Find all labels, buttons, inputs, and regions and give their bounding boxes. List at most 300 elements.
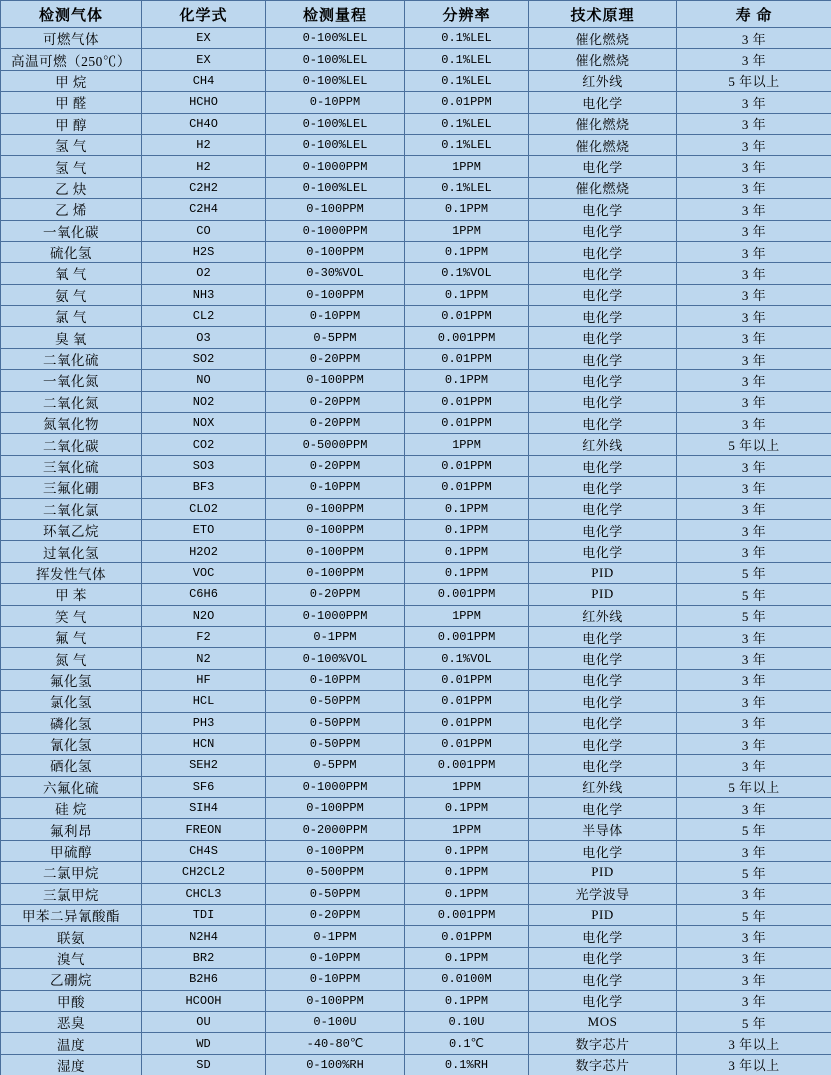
cell-resolution: 1PPM <box>405 156 529 177</box>
cell-chemical-formula: SO3 <box>142 455 266 476</box>
cell-lifetime: 5 年以上 <box>677 776 831 797</box>
cell-chemical-formula: H2 <box>142 134 266 155</box>
cell-resolution: 0.1%VOL <box>405 263 529 284</box>
cell-technology: 催化燃烧 <box>529 113 677 134</box>
cell-gas-name: 磷化氢 <box>1 712 142 733</box>
cell-technology: 电化学 <box>529 669 677 690</box>
cell-resolution: 0.1PPM <box>405 519 529 540</box>
cell-chemical-formula: N2 <box>142 648 266 669</box>
cell-lifetime: 3 年以上 <box>677 1033 831 1054</box>
cell-detection-range: 0-1000PPM <box>266 605 405 626</box>
cell-chemical-formula: CH2CL2 <box>142 862 266 883</box>
cell-chemical-formula: B2H6 <box>142 969 266 990</box>
cell-technology: 催化燃烧 <box>529 28 677 49</box>
cell-lifetime: 3 年 <box>677 755 831 776</box>
cell-gas-name: 甲 醇 <box>1 113 142 134</box>
cell-chemical-formula: CO2 <box>142 434 266 455</box>
table-row <box>1 49 831 70</box>
cell-gas-name: 高温可燃（250℃） <box>1 49 142 70</box>
cell-resolution: 0.01PPM <box>405 691 529 712</box>
cell-chemical-formula: HF <box>142 669 266 690</box>
table-row <box>1 199 831 220</box>
cell-chemical-formula: O2 <box>142 263 266 284</box>
cell-lifetime: 3 年 <box>677 156 831 177</box>
table-row <box>1 70 831 91</box>
table-row <box>1 691 831 712</box>
cell-resolution: 0.1PPM <box>405 840 529 861</box>
cell-lifetime: 3 年 <box>677 263 831 284</box>
cell-chemical-formula: ETO <box>142 519 266 540</box>
cell-gas-name: 二氯甲烷 <box>1 862 142 883</box>
cell-technology: PID <box>529 905 677 926</box>
cell-technology: 催化燃烧 <box>529 134 677 155</box>
cell-lifetime: 3 年 <box>677 134 831 155</box>
cell-chemical-formula: C2H2 <box>142 177 266 198</box>
cell-detection-range: 0-50PPM <box>266 691 405 712</box>
cell-resolution: 0.01PPM <box>405 926 529 947</box>
table-row <box>1 284 831 305</box>
cell-technology: 电化学 <box>529 990 677 1011</box>
cell-lifetime: 3 年 <box>677 49 831 70</box>
cell-resolution: 1PPM <box>405 605 529 626</box>
cell-resolution: 0.1PPM <box>405 562 529 583</box>
cell-chemical-formula: HCOOH <box>142 990 266 1011</box>
cell-chemical-formula: WD <box>142 1033 266 1054</box>
cell-technology: PID <box>529 584 677 605</box>
cell-detection-range: 0-100PPM <box>266 840 405 861</box>
cell-chemical-formula: H2 <box>142 156 266 177</box>
cell-technology: 电化学 <box>529 969 677 990</box>
cell-gas-name: 笑 气 <box>1 605 142 626</box>
cell-technology: 电化学 <box>529 241 677 262</box>
cell-technology: 电化学 <box>529 755 677 776</box>
cell-technology: 红外线 <box>529 776 677 797</box>
cell-chemical-formula: N2H4 <box>142 926 266 947</box>
cell-gas-name: 联氨 <box>1 926 142 947</box>
cell-detection-range: 0-10PPM <box>266 947 405 968</box>
cell-detection-range: 0-100PPM <box>266 990 405 1011</box>
cell-chemical-formula: HCHO <box>142 92 266 113</box>
table-body <box>1 28 831 1075</box>
cell-gas-name: 氰化氢 <box>1 733 142 754</box>
cell-chemical-formula: CH4O <box>142 113 266 134</box>
cell-lifetime: 3 年 <box>677 177 831 198</box>
cell-gas-name: 湿度 <box>1 1054 142 1075</box>
cell-lifetime: 5 年以上 <box>677 70 831 91</box>
cell-lifetime: 3 年 <box>677 199 831 220</box>
cell-resolution: 0.1PPM <box>405 284 529 305</box>
cell-chemical-formula: HCN <box>142 733 266 754</box>
table-row <box>1 969 831 990</box>
cell-lifetime: 3 年 <box>677 626 831 647</box>
cell-lifetime: 5 年 <box>677 605 831 626</box>
cell-lifetime: 5 年 <box>677 819 831 840</box>
cell-lifetime: 3 年 <box>677 306 831 327</box>
column-header-lifetime: 寿 命 <box>677 1 831 28</box>
cell-detection-range: 0-50PPM <box>266 883 405 904</box>
cell-gas-name: 氮 气 <box>1 648 142 669</box>
cell-chemical-formula: BF3 <box>142 477 266 498</box>
cell-technology: 电化学 <box>529 199 677 220</box>
cell-lifetime: 3 年 <box>677 327 831 348</box>
table-row <box>1 220 831 241</box>
cell-resolution: 0.1PPM <box>405 498 529 519</box>
cell-detection-range: 0-100PPM <box>266 562 405 583</box>
cell-detection-range: 0-2000PPM <box>266 819 405 840</box>
cell-lifetime: 3 年 <box>677 883 831 904</box>
cell-gas-name: 乙 烯 <box>1 199 142 220</box>
cell-gas-name: 氨 气 <box>1 284 142 305</box>
cell-gas-name: 乙 炔 <box>1 177 142 198</box>
cell-lifetime: 3 年 <box>677 455 831 476</box>
cell-detection-range: 0-100%RH <box>266 1054 405 1075</box>
cell-technology: 电化学 <box>529 306 677 327</box>
table-row <box>1 947 831 968</box>
cell-technology: 电化学 <box>529 691 677 712</box>
cell-gas-name: 甲 烷 <box>1 70 142 91</box>
cell-chemical-formula: NOX <box>142 413 266 434</box>
cell-lifetime: 3 年 <box>677 947 831 968</box>
cell-lifetime: 5 年 <box>677 584 831 605</box>
cell-lifetime: 3 年 <box>677 220 831 241</box>
cell-gas-name: 硒化氢 <box>1 755 142 776</box>
cell-chemical-formula: CL2 <box>142 306 266 327</box>
cell-chemical-formula: OU <box>142 1011 266 1032</box>
cell-resolution: 0.1℃ <box>405 1033 529 1054</box>
table-row <box>1 776 831 797</box>
cell-chemical-formula: FREON <box>142 819 266 840</box>
cell-chemical-formula: C2H4 <box>142 199 266 220</box>
table-row <box>1 241 831 262</box>
cell-gas-name: 硅 烷 <box>1 798 142 819</box>
table-header <box>1 1 831 28</box>
table-row <box>1 92 831 113</box>
cell-detection-range: 0-10PPM <box>266 92 405 113</box>
cell-lifetime: 3 年 <box>677 733 831 754</box>
cell-chemical-formula: SF6 <box>142 776 266 797</box>
cell-technology: 电化学 <box>529 263 677 284</box>
table-row <box>1 798 831 819</box>
cell-gas-name: 氯 气 <box>1 306 142 327</box>
cell-resolution: 0.1PPM <box>405 199 529 220</box>
cell-technology: 电化学 <box>529 798 677 819</box>
cell-lifetime: 3 年 <box>677 926 831 947</box>
cell-gas-name: 甲 苯 <box>1 584 142 605</box>
cell-detection-range: 0-20PPM <box>266 391 405 412</box>
column-header-technology: 技术原理 <box>529 1 677 28</box>
cell-technology: 电化学 <box>529 477 677 498</box>
table-row <box>1 905 831 926</box>
cell-chemical-formula: NO2 <box>142 391 266 412</box>
cell-gas-name: 二氧化氮 <box>1 391 142 412</box>
cell-technology: 电化学 <box>529 370 677 391</box>
table-row <box>1 413 831 434</box>
cell-detection-range: 0-10PPM <box>266 669 405 690</box>
cell-gas-name: 氯化氢 <box>1 691 142 712</box>
cell-technology: 电化学 <box>529 648 677 669</box>
cell-detection-range: 0-100U <box>266 1011 405 1032</box>
cell-lifetime: 3 年 <box>677 648 831 669</box>
cell-resolution: 0.1%LEL <box>405 28 529 49</box>
cell-technology: 光学波导 <box>529 883 677 904</box>
cell-lifetime: 3 年 <box>677 712 831 733</box>
cell-technology: 电化学 <box>529 519 677 540</box>
table-row <box>1 327 831 348</box>
cell-chemical-formula: C6H6 <box>142 584 266 605</box>
cell-chemical-formula: PH3 <box>142 712 266 733</box>
cell-resolution: 0.1%RH <box>405 1054 529 1075</box>
cell-detection-range: 0-1000PPM <box>266 776 405 797</box>
table-row <box>1 733 831 754</box>
cell-lifetime: 3 年 <box>677 541 831 562</box>
cell-chemical-formula: EX <box>142 49 266 70</box>
cell-gas-name: 二氧化氯 <box>1 498 142 519</box>
cell-lifetime: 3 年 <box>677 348 831 369</box>
cell-chemical-formula: F2 <box>142 626 266 647</box>
cell-resolution: 0.01PPM <box>405 712 529 733</box>
table-row <box>1 541 831 562</box>
cell-resolution: 0.1%LEL <box>405 49 529 70</box>
cell-technology: 电化学 <box>529 413 677 434</box>
cell-chemical-formula: SEH2 <box>142 755 266 776</box>
cell-resolution: 0.1PPM <box>405 883 529 904</box>
cell-resolution: 0.01PPM <box>405 391 529 412</box>
cell-technology: 红外线 <box>529 605 677 626</box>
cell-lifetime: 3 年 <box>677 840 831 861</box>
cell-detection-range: 0-100PPM <box>266 798 405 819</box>
cell-lifetime: 3 年 <box>677 691 831 712</box>
cell-lifetime: 5 年 <box>677 905 831 926</box>
cell-lifetime: 3 年以上 <box>677 1054 831 1075</box>
cell-resolution: 0.1PPM <box>405 862 529 883</box>
cell-detection-range: 0-100%LEL <box>266 49 405 70</box>
table-row <box>1 648 831 669</box>
cell-resolution: 0.1%LEL <box>405 177 529 198</box>
cell-resolution: 0.01PPM <box>405 733 529 754</box>
table-row <box>1 113 831 134</box>
cell-resolution: 0.0100M <box>405 969 529 990</box>
cell-detection-range: 0-500PPM <box>266 862 405 883</box>
table-row <box>1 819 831 840</box>
cell-gas-name: 六氟化硫 <box>1 776 142 797</box>
cell-gas-name: 硫化氢 <box>1 241 142 262</box>
cell-technology: 电化学 <box>529 348 677 369</box>
cell-detection-range: 0-10PPM <box>266 969 405 990</box>
table-row <box>1 626 831 647</box>
cell-lifetime: 3 年 <box>677 284 831 305</box>
cell-technology: 数字芯片 <box>529 1054 677 1075</box>
cell-resolution: 1PPM <box>405 819 529 840</box>
cell-lifetime: 5 年 <box>677 562 831 583</box>
cell-chemical-formula: EX <box>142 28 266 49</box>
cell-chemical-formula: H2S <box>142 241 266 262</box>
cell-resolution: 0.1PPM <box>405 541 529 562</box>
cell-gas-name: 一氧化碳 <box>1 220 142 241</box>
cell-lifetime: 3 年 <box>677 391 831 412</box>
cell-technology: PID <box>529 862 677 883</box>
cell-detection-range: 0-100PPM <box>266 199 405 220</box>
cell-detection-range: 0-1000PPM <box>266 156 405 177</box>
cell-detection-range: 0-1PPM <box>266 626 405 647</box>
cell-detection-range: 0-100%VOL <box>266 648 405 669</box>
cell-resolution: 0.1PPM <box>405 947 529 968</box>
cell-technology: 电化学 <box>529 840 677 861</box>
cell-gas-name: 氟利昂 <box>1 819 142 840</box>
cell-lifetime: 3 年 <box>677 28 831 49</box>
cell-detection-range: 0-20PPM <box>266 348 405 369</box>
cell-resolution: 0.01PPM <box>405 477 529 498</box>
table-row <box>1 1054 831 1075</box>
table-row <box>1 519 831 540</box>
table-row <box>1 434 831 455</box>
table-row <box>1 477 831 498</box>
cell-resolution: 0.01PPM <box>405 669 529 690</box>
cell-technology: 电化学 <box>529 156 677 177</box>
cell-detection-range: 0-5000PPM <box>266 434 405 455</box>
cell-gas-name: 氮氧化物 <box>1 413 142 434</box>
table-row <box>1 263 831 284</box>
cell-gas-name: 可燃气体 <box>1 28 142 49</box>
table-row <box>1 28 831 49</box>
cell-resolution: 0.1%LEL <box>405 113 529 134</box>
table-row <box>1 1033 831 1054</box>
cell-chemical-formula: CH4 <box>142 70 266 91</box>
cell-detection-range: 0-100PPM <box>266 498 405 519</box>
cell-technology: 电化学 <box>529 92 677 113</box>
cell-technology: 电化学 <box>529 391 677 412</box>
table-header-row <box>1 1 831 28</box>
table-row <box>1 926 831 947</box>
cell-resolution: 1PPM <box>405 434 529 455</box>
cell-resolution: 0.01PPM <box>405 348 529 369</box>
cell-gas-name: 过氧化氢 <box>1 541 142 562</box>
cell-resolution: 1PPM <box>405 776 529 797</box>
cell-chemical-formula: O3 <box>142 327 266 348</box>
cell-gas-name: 三氧化硫 <box>1 455 142 476</box>
table-row <box>1 306 831 327</box>
cell-detection-range: 0-100%LEL <box>266 28 405 49</box>
table-row <box>1 755 831 776</box>
cell-lifetime: 3 年 <box>677 969 831 990</box>
cell-technology: 数字芯片 <box>529 1033 677 1054</box>
cell-technology: 红外线 <box>529 434 677 455</box>
cell-detection-range: 0-10PPM <box>266 306 405 327</box>
cell-resolution: 0.1PPM <box>405 798 529 819</box>
cell-resolution: 0.1PPM <box>405 990 529 1011</box>
cell-detection-range: 0-100%LEL <box>266 134 405 155</box>
cell-technology: 催化燃烧 <box>529 49 677 70</box>
cell-gas-name: 氢 气 <box>1 134 142 155</box>
cell-gas-name: 恶臭 <box>1 1011 142 1032</box>
cell-lifetime: 3 年 <box>677 92 831 113</box>
column-header-resolution: 分辨率 <box>405 1 529 28</box>
table-row <box>1 348 831 369</box>
cell-resolution: 0.10U <box>405 1011 529 1032</box>
cell-lifetime: 5 年 <box>677 1011 831 1032</box>
column-header-formula: 化学式 <box>142 1 266 28</box>
cell-detection-range: 0-5PPM <box>266 755 405 776</box>
table-row <box>1 840 831 861</box>
cell-detection-range: 0-30%VOL <box>266 263 405 284</box>
cell-gas-name: 甲 醛 <box>1 92 142 113</box>
cell-technology: 电化学 <box>529 220 677 241</box>
cell-gas-name: 臭 氧 <box>1 327 142 348</box>
cell-resolution: 1PPM <box>405 220 529 241</box>
table-row <box>1 712 831 733</box>
cell-detection-range: -40-80℃ <box>266 1033 405 1054</box>
cell-technology: 电化学 <box>529 626 677 647</box>
cell-detection-range: 0-20PPM <box>266 455 405 476</box>
cell-detection-range: 0-50PPM <box>266 733 405 754</box>
cell-technology: 电化学 <box>529 947 677 968</box>
cell-chemical-formula: BR2 <box>142 947 266 968</box>
cell-chemical-formula: CHCL3 <box>142 883 266 904</box>
cell-technology: 电化学 <box>529 284 677 305</box>
cell-technology: 电化学 <box>529 733 677 754</box>
cell-detection-range: 0-100PPM <box>266 241 405 262</box>
cell-gas-name: 氟 气 <box>1 626 142 647</box>
cell-technology: 电化学 <box>529 712 677 733</box>
cell-detection-range: 0-10PPM <box>266 477 405 498</box>
cell-gas-name: 一氧化氮 <box>1 370 142 391</box>
cell-technology: 电化学 <box>529 327 677 348</box>
cell-resolution: 0.001PPM <box>405 584 529 605</box>
table-row <box>1 391 831 412</box>
cell-chemical-formula: SD <box>142 1054 266 1075</box>
cell-detection-range: 0-20PPM <box>266 413 405 434</box>
cell-detection-range: 0-100%LEL <box>266 177 405 198</box>
cell-technology: MOS <box>529 1011 677 1032</box>
table-row <box>1 605 831 626</box>
cell-chemical-formula: HCL <box>142 691 266 712</box>
cell-detection-range: 0-1000PPM <box>266 220 405 241</box>
cell-lifetime: 3 年 <box>677 519 831 540</box>
table-row <box>1 990 831 1011</box>
cell-lifetime: 3 年 <box>677 990 831 1011</box>
cell-resolution: 0.1%LEL <box>405 70 529 91</box>
cell-lifetime: 3 年 <box>677 241 831 262</box>
cell-chemical-formula: H2O2 <box>142 541 266 562</box>
cell-resolution: 0.1%VOL <box>405 648 529 669</box>
cell-resolution: 0.1PPM <box>405 241 529 262</box>
cell-gas-name: 甲苯二异氰酸酯 <box>1 905 142 926</box>
table-row <box>1 177 831 198</box>
cell-chemical-formula: TDI <box>142 905 266 926</box>
cell-lifetime: 3 年 <box>677 477 831 498</box>
cell-chemical-formula: NO <box>142 370 266 391</box>
cell-resolution: 0.1%LEL <box>405 134 529 155</box>
cell-gas-name: 二氧化碳 <box>1 434 142 455</box>
cell-lifetime: 3 年 <box>677 413 831 434</box>
cell-chemical-formula: N2O <box>142 605 266 626</box>
cell-technology: 红外线 <box>529 70 677 91</box>
cell-resolution: 0.1PPM <box>405 370 529 391</box>
cell-resolution: 0.01PPM <box>405 413 529 434</box>
table-row <box>1 883 831 904</box>
table-row <box>1 455 831 476</box>
cell-resolution: 0.01PPM <box>405 92 529 113</box>
cell-gas-name: 溴气 <box>1 947 142 968</box>
cell-chemical-formula: NH3 <box>142 284 266 305</box>
cell-gas-name: 环氧乙烷 <box>1 519 142 540</box>
cell-resolution: 0.001PPM <box>405 755 529 776</box>
cell-chemical-formula: CH4S <box>142 840 266 861</box>
cell-technology: PID <box>529 562 677 583</box>
cell-technology: 半导体 <box>529 819 677 840</box>
cell-gas-name: 甲酸 <box>1 990 142 1011</box>
cell-technology: 催化燃烧 <box>529 177 677 198</box>
cell-gas-name: 氟化氢 <box>1 669 142 690</box>
